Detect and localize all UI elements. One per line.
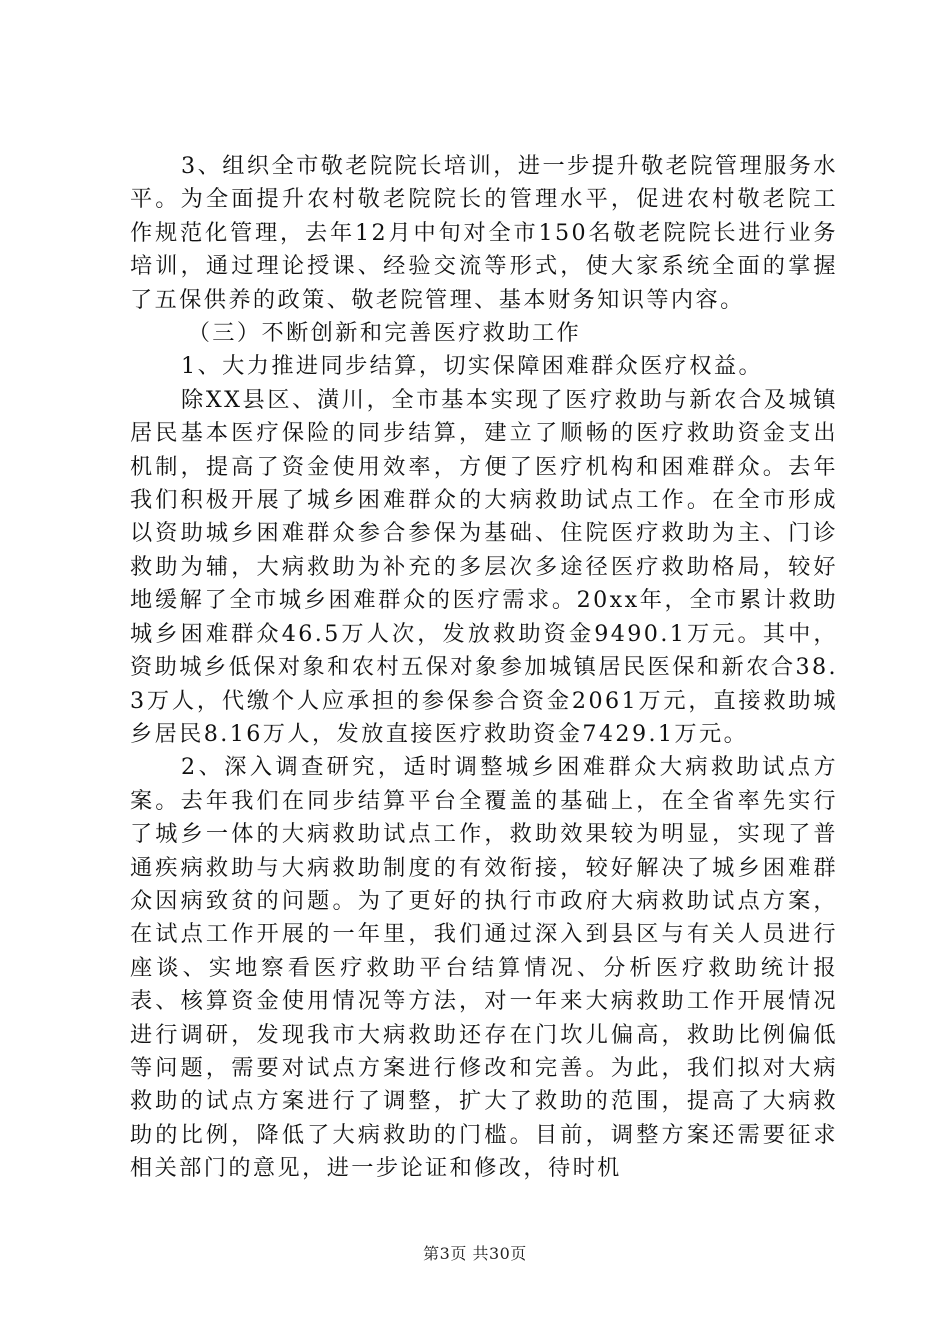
- paragraph-sync-settlement-body: 除XX县区、潢川，全市基本实现了医疗救助与新农合及城镇居民基本医疗保险的同步结算，建立了顺畅的医疗救助资金支出机制，提高了资金使用效率，方便了医疗机构和困难群众。去年我们积极开展了城乡困难群众的大病救助试点工作。在全市形成以资助城乡困难群众参合参保为基础、住院医疗救助为主、门诊救助为辅，大病救助为补充的多层次多途径医疗救助格局，较好地缓解了全市城乡困难群众的医疗需求。20xx年，全市累计救助城乡困难群众46.5万人次，发放救助资金9490.1万元。其中，资助城乡低保对象和农村五保对象参加城镇居民医保和新农合38.3万人，代缴个人应承担的参保参合资金2061万元，直接救助城乡居民8.16万人，发放直接医疗救助资金7429.1万元。: [130, 386, 838, 747]
- page-footer: [0, 1244, 950, 1264]
- section-heading-medical-aid: （三）不断创新和完善医疗救助工作: [187, 320, 582, 347]
- document-body: [130, 150, 838, 1186]
- page-number-label: 第3页 共30页: [423, 1244, 527, 1263]
- paragraph-elder-home-training: 3、组织全市敬老院院长培训，进一步提升敬老院管理服务水平。为全面提升农村敬老院院长的管理水平，促进农村敬老院工作规范化管理，去年12月中旬对全市150名敬老院院长进行业务培训，通过理论授课、经验交流等形式，使大家系统全面的掌握了五保供养的政策、敬老院管理、基本财务知识等内容。: [130, 153, 838, 313]
- paragraph-critical-illness-pilot: 2、深入调查研究，适时调整城乡困难群众大病救助试点方案。去年我们在同步结算平台全覆盖的基础上，在全省率先实行了城乡一体的大病救助试点工作，救助效果较为明显，实现了普通疾病救助与大病救助制度的有效衔接，较好解决了城乡困难群众因病致贫的问题。为了更好的执行市政府大病救助试点方案，在试点工作开展的一年里，我们通过深入到县区与有关人员进行座谈、实地察看医疗救助平台结算情况、分析医疗救助统计报表、核算资金使用情况等方法，对一年来大病救助工作开展情况进行调研，发现我市大病救助还存在门坎儿偏高，救助比例偏低等问题，需要对试点方案进行修改和完善。为此，我们拟对大病救助的试点方案进行了调整，扩大了救助的范围，提高了大病救助的比例，降低了大病救助的门槛。目前，调整方案还需要征求相关部门的意见，进一步论证和修改，待时机: [130, 754, 838, 1182]
- paragraph-sync-settlement-title: 1、大力推进同步结算，切实保障困难群众医疗权益。: [181, 353, 764, 380]
